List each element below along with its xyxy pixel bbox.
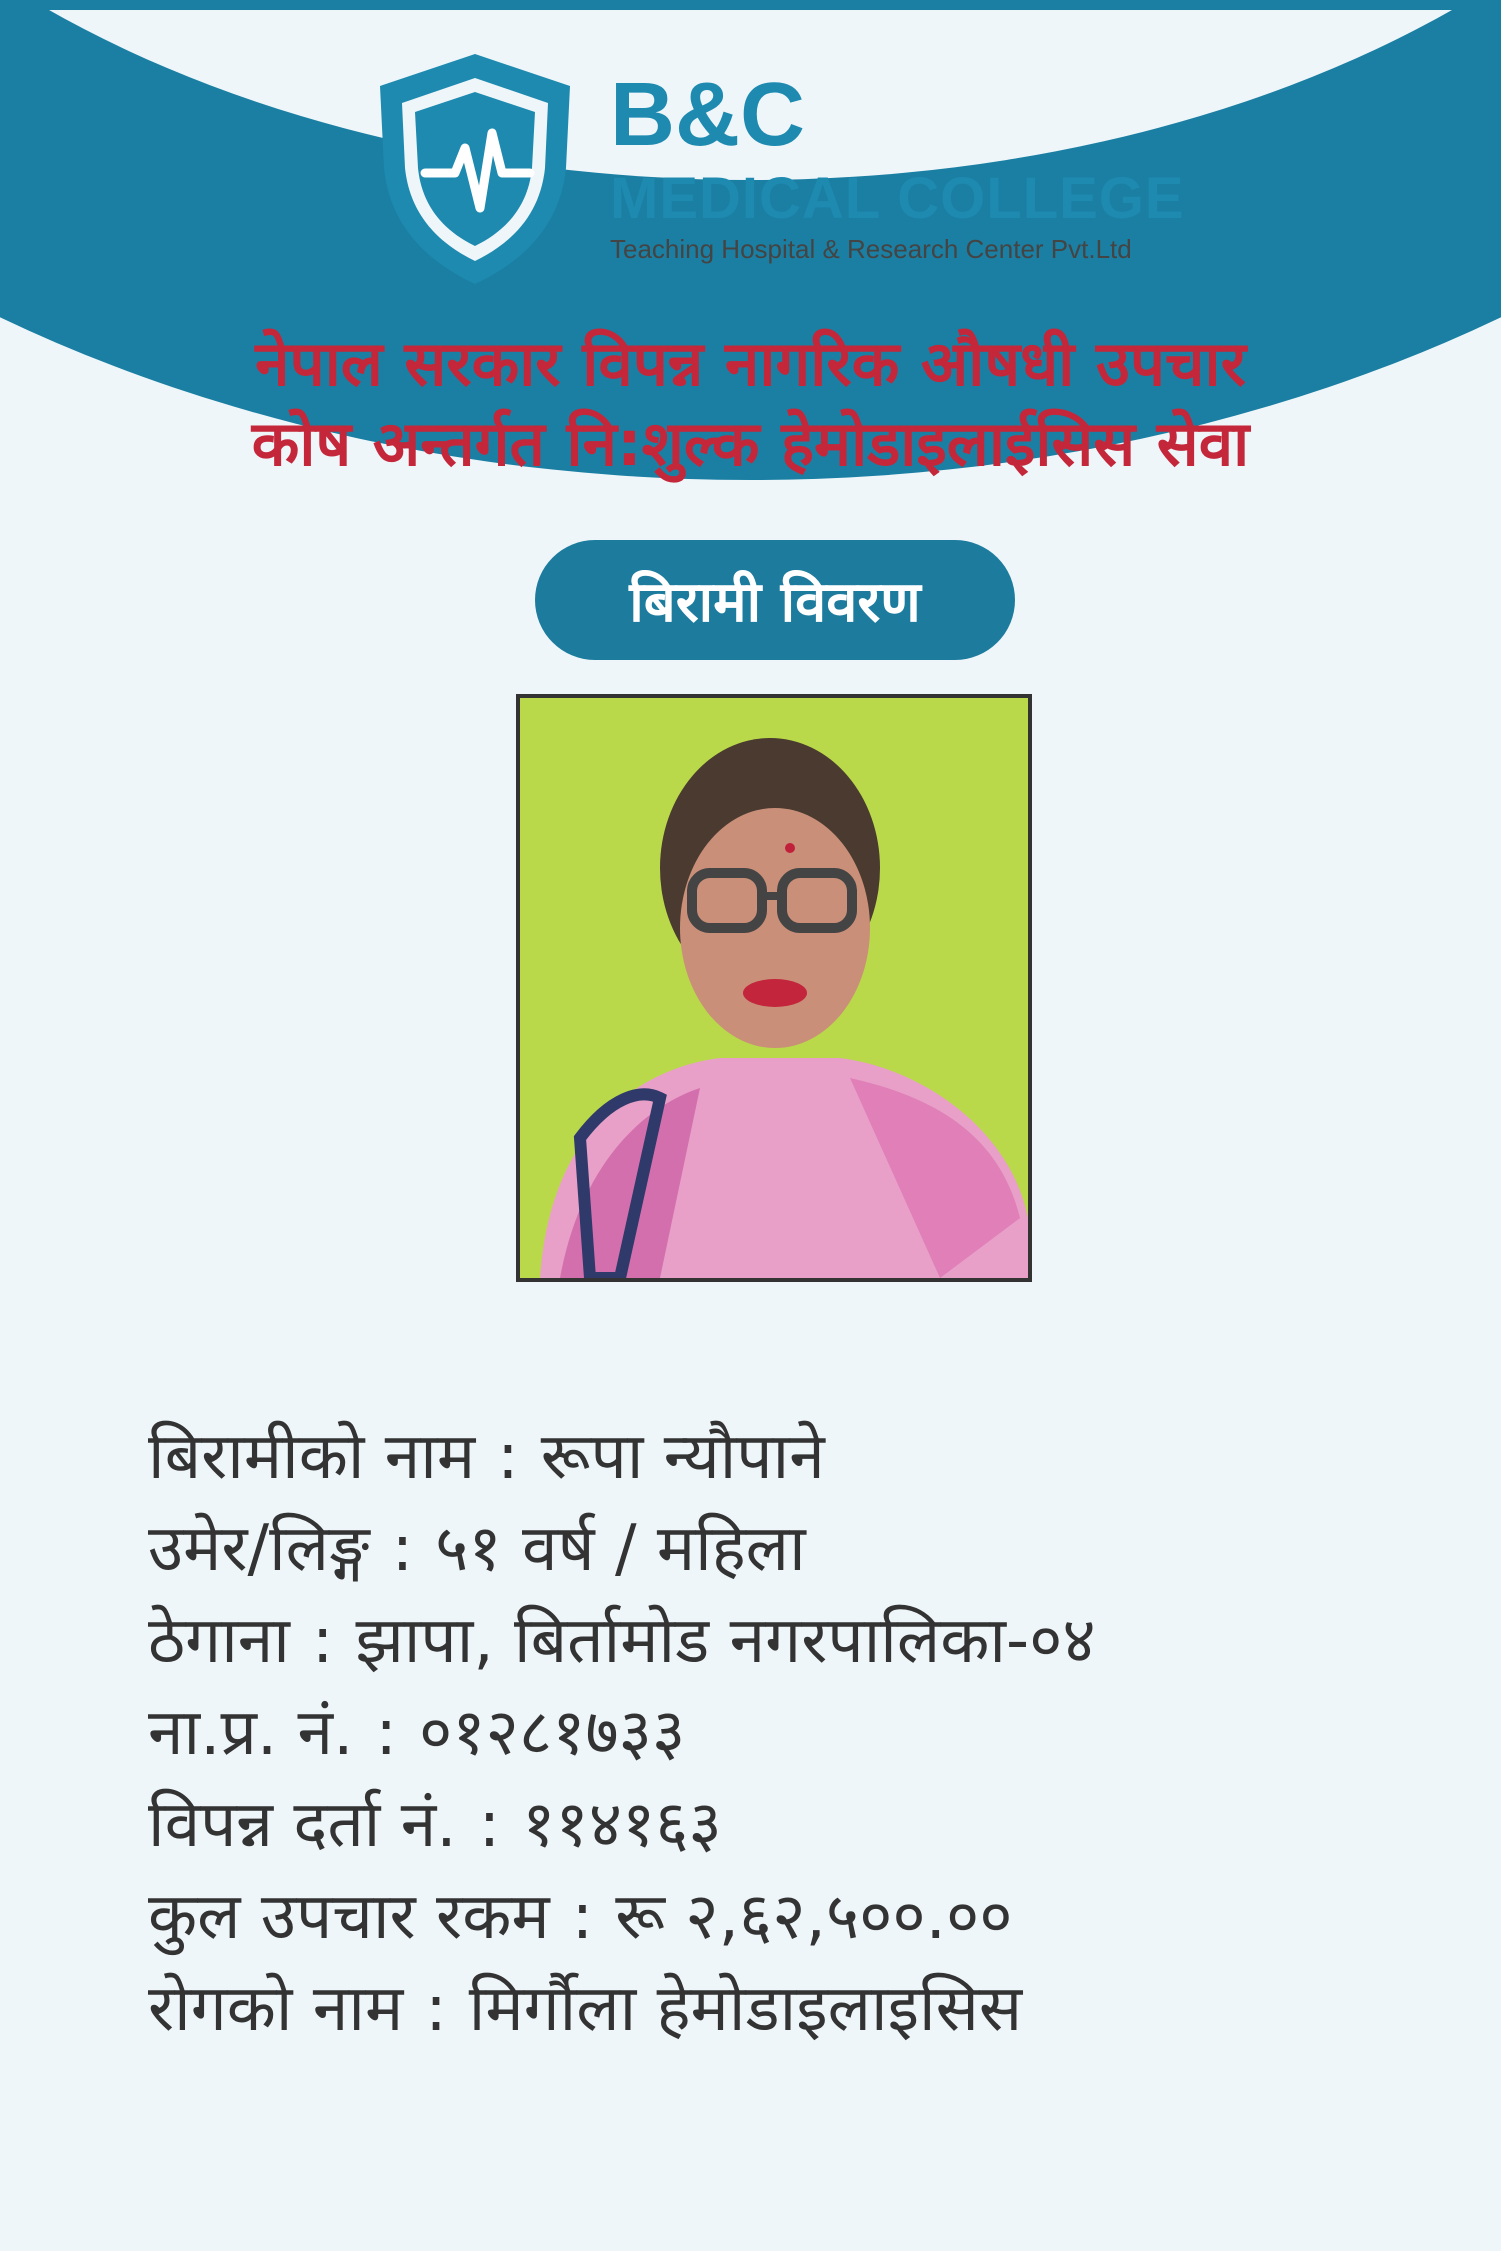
- detail-value: रू २,६२,५००.००: [615, 1880, 1013, 1954]
- detail-value: मिर्गौला हेमोडाइलाइसिस: [468, 1972, 1023, 2046]
- brand-college-name: MEDICAL COLLEGE: [610, 166, 1185, 231]
- detail-value: रूपा न्यौपाने: [540, 1420, 825, 1494]
- patient-portrait-icon: [520, 698, 1028, 1278]
- detail-label: विपन्न दर्ता नं.: [148, 1788, 457, 1862]
- detail-registration-number: [148, 1788, 722, 1862]
- detail-age-gender: [148, 1512, 806, 1586]
- detail-separator: :: [391, 1512, 414, 1586]
- detail-label: ठेगाना: [148, 1604, 290, 1678]
- detail-separator: :: [311, 1604, 334, 1678]
- headline-line-1: नेपाल सरकार विपन्न नागरिक औषधी उपचार: [255, 327, 1246, 400]
- detail-citizenship-number: [148, 1696, 686, 1770]
- shield-heartbeat-logo-icon: [370, 48, 580, 288]
- patient-photo: [516, 694, 1032, 1282]
- detail-separator: :: [497, 1420, 519, 1494]
- detail-separator: :: [375, 1696, 397, 1770]
- section-title: बिरामी विवरण: [629, 570, 921, 635]
- detail-separator: :: [425, 1972, 447, 2046]
- brand-name: B&C: [610, 65, 805, 165]
- detail-label: बिरामीको नाम: [148, 1420, 476, 1494]
- detail-disease-name: [148, 1972, 1023, 2046]
- detail-label: ना.प्र. नं.: [148, 1696, 354, 1770]
- section-title-badge: [535, 540, 1015, 660]
- detail-total-amount: [148, 1880, 1013, 1954]
- detail-label: रोगको नाम: [148, 1972, 404, 2046]
- detail-address: [148, 1604, 1096, 1678]
- detail-value: ११४१६३: [522, 1788, 722, 1862]
- detail-value: झापा, बिर्तामोड नगरपालिका-०४: [355, 1604, 1096, 1678]
- header-band: [0, 0, 1501, 10]
- detail-separator: :: [571, 1880, 594, 1954]
- detail-patient-name: [148, 1420, 825, 1494]
- headline-line-2: कोष अन्तर्गत नि:शुल्क हेमोडाइलाईसिस सेवा: [251, 407, 1250, 480]
- detail-label: कुल उपचार रकम: [148, 1880, 550, 1954]
- detail-value: ०१२८१७३३: [418, 1696, 686, 1770]
- detail-separator: :: [478, 1788, 501, 1862]
- detail-value: ५१ वर्ष / महिला: [435, 1512, 806, 1586]
- detail-label: उमेर/लिङ्ग: [148, 1512, 370, 1586]
- brand-tagline: Teaching Hospital & Research Center Pvt.Ltd: [610, 234, 1132, 264]
